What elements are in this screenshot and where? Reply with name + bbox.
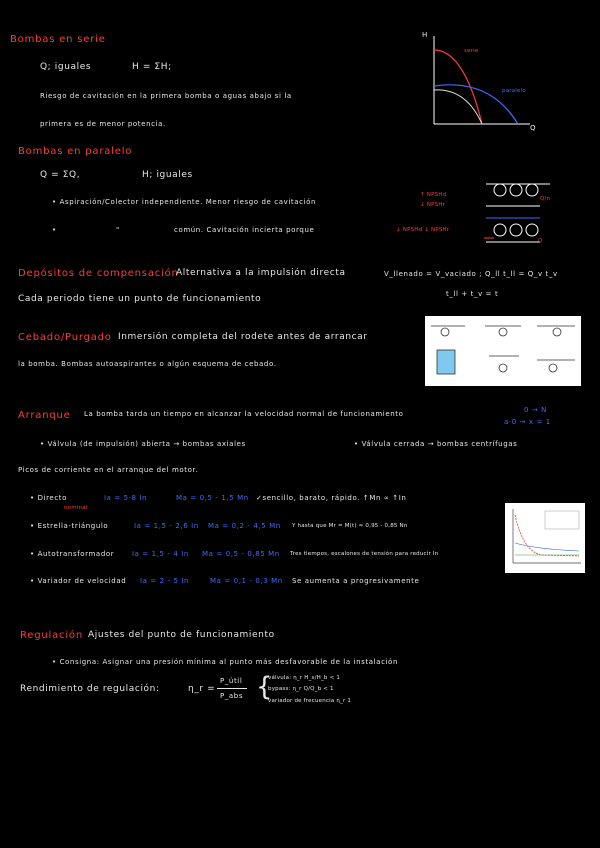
- section-title-deposito: Depósitos de compensación: [18, 268, 179, 279]
- graph-paralelo-label: paralelo: [502, 88, 526, 94]
- graph-serie-curve: [434, 50, 482, 124]
- serie-q-equal: Q; iguales: [40, 62, 92, 72]
- paralelo-bullet2: •: [52, 226, 57, 234]
- deposito-formula1: V_llenado = V_vaciado ; Q_ll t_ll = Q_v t_v: [384, 270, 558, 278]
- paralelo-bullet2-note: ↓ NPSHd ↓ NPSHr: [396, 227, 450, 233]
- startup-current-chart-image: [505, 503, 585, 573]
- paralelo-bullet1-note-b: ↓ NPSHr: [420, 202, 446, 208]
- paralelo-bullet1: • Aspiración/Colector independiente. Menor riesgo de cavitación: [52, 198, 317, 206]
- fraction-denominator: P_abs: [220, 692, 244, 700]
- method-ia: Ia = 5·8 In: [104, 494, 148, 502]
- arranque-bullet-a: • Válvula (de impulsión) abierta → bombas axiales: [40, 440, 246, 448]
- section-title-arranque: Arranque: [18, 410, 71, 421]
- method-note: Se aumenta a progresivamente: [292, 577, 420, 585]
- regulacion-case3: variador de frecuencia η_r 1: [268, 698, 352, 704]
- method-row-autotransformador: • Autotransformador: [30, 550, 115, 558]
- arranque-bullet-b-text: Válvula cerrada → bombas centrífugas: [361, 440, 518, 448]
- serie-h-sum: H = ΣH;: [132, 62, 172, 72]
- paralelo-bullet1-text: Aspiración/Colector independiente. Menor riesgo de cavitación: [59, 198, 317, 206]
- method-ma: Ma = 0,5 - 0,85 Mn: [202, 550, 280, 558]
- method-ia: Ia = 1,5 - 4 In: [132, 550, 189, 558]
- method-name: Estrella-triángulo: [37, 522, 109, 530]
- arranque-note1: 0 → N: [524, 406, 548, 414]
- diagram-label-q: Q: [538, 238, 543, 244]
- arranque-bullet-b: • Válvula cerrada → bombas centrífugas: [354, 440, 518, 448]
- cebado-text1: Inmersión completa del rodete antes de arrancar: [118, 332, 368, 342]
- regulacion-case2: bypass: η_r Q/Q_b < 1: [268, 686, 334, 692]
- arranque-bullet-a-text: Válvula (de impulsión) abierta → bombas axiales: [47, 440, 246, 448]
- graph-serie-label: serie: [464, 48, 479, 54]
- parallel-pumps-diagram: [480, 172, 560, 262]
- section-title-serie: Bombas en serie: [10, 34, 106, 45]
- arranque-text: La bomba tarda un tiempo en alcanzar la velocidad normal de funcionamiento: [84, 410, 404, 418]
- method-sub: nominal: [64, 505, 88, 511]
- rendimiento-label: Rendimiento de regulación:: [20, 684, 160, 694]
- method-name: Variador de velocidad: [37, 577, 127, 585]
- paralelo-bullet2-quote: ": [116, 226, 120, 234]
- serie-paralelo-graph: [420, 28, 540, 138]
- deposito-text: Alternativa a la impulsión directa: [176, 268, 346, 278]
- method-ma: Ma = 0,1 - 0,3 Mn: [210, 577, 283, 585]
- deposito-line2: Cada periodo tiene un punto de funcionamiento: [18, 294, 262, 304]
- method-ma: Ma = 0,5 - 1,5 Mn: [176, 494, 249, 502]
- method-ia: Ia = 2 - 5 In: [140, 577, 190, 585]
- section-title-cebado: Cebado/Purgado: [18, 332, 112, 343]
- regulacion-case1: válvula: η_r H_s/H_b < 1: [268, 675, 341, 681]
- cebado-text2: la bomba. Bombas autoaspirantes o algún esquema de cebado.: [18, 360, 277, 368]
- graph-h-label: H: [422, 31, 428, 39]
- paralelo-bullet2-text: común. Cavitación incierta porque: [174, 226, 315, 234]
- method-name: Directo: [37, 494, 68, 502]
- fraction-line: [217, 688, 247, 689]
- deposito-formula2: t_ll + t_v = t: [446, 290, 499, 298]
- paralelo-bullet1-note-a: ↑ NPSHd: [420, 192, 447, 198]
- graph-single-curve: [434, 90, 482, 124]
- paralelo-q-sum: Q = ΣQ,: [40, 170, 81, 180]
- serie-risk-line2: primera es de menor potencia.: [40, 120, 166, 128]
- cases-brace: {: [256, 672, 273, 702]
- consigna-label: Consigna:: [59, 658, 100, 666]
- consigna-text: Asignar una presión mínima al punto más desfavorable de la instalación: [102, 658, 398, 666]
- graph-q-label: Q: [530, 124, 537, 132]
- arranque-picos: Picos de corriente en el arranque del motor.: [18, 466, 199, 474]
- fraction-numerator: P_útil: [220, 677, 243, 685]
- method-row-directo: • Directo: [30, 494, 68, 502]
- method-row-variador: • Variador de velocidad: [30, 577, 127, 585]
- eta-symbol: η_r =: [188, 684, 216, 694]
- method-name: Autotransformador: [37, 550, 115, 558]
- diagram-label-qn: Q/n: [540, 196, 551, 202]
- method-ma: Ma = 0,2 - 4,5 Mn: [208, 522, 281, 530]
- method-note: Y hasta que Mr = M(t) ≈ 0,95 - 0,85 Nn: [292, 523, 408, 529]
- method-note: Tres tiempos, escalones de tensión para reducir In: [290, 551, 439, 557]
- method-row-estrella: • Estrella-triángulo: [30, 522, 109, 530]
- section-title-regulacion: Regulación: [20, 630, 83, 641]
- serie-risk-line1: Riesgo de cavitación en la primera bomba o aguas abajo si la: [40, 92, 292, 100]
- paralelo-h-equal: H; iguales: [142, 170, 193, 180]
- section-title-paralelo: Bombas en paralelo: [18, 146, 133, 157]
- arranque-note2: a·0 → x = 1: [504, 418, 551, 426]
- cebado-schemes-image: [425, 316, 581, 386]
- method-note: ✓sencillo, barato, rápido. ↑Mn ∝ ↑In: [256, 494, 407, 502]
- regulacion-text: Ajustes del punto de funcionamiento: [88, 630, 275, 640]
- method-ia: Ia = 1,5 - 2,6 In: [134, 522, 199, 530]
- regulacion-consigna: • Consigna: Asignar una presión mínima al punto más desfavorable de la instalación: [52, 658, 398, 666]
